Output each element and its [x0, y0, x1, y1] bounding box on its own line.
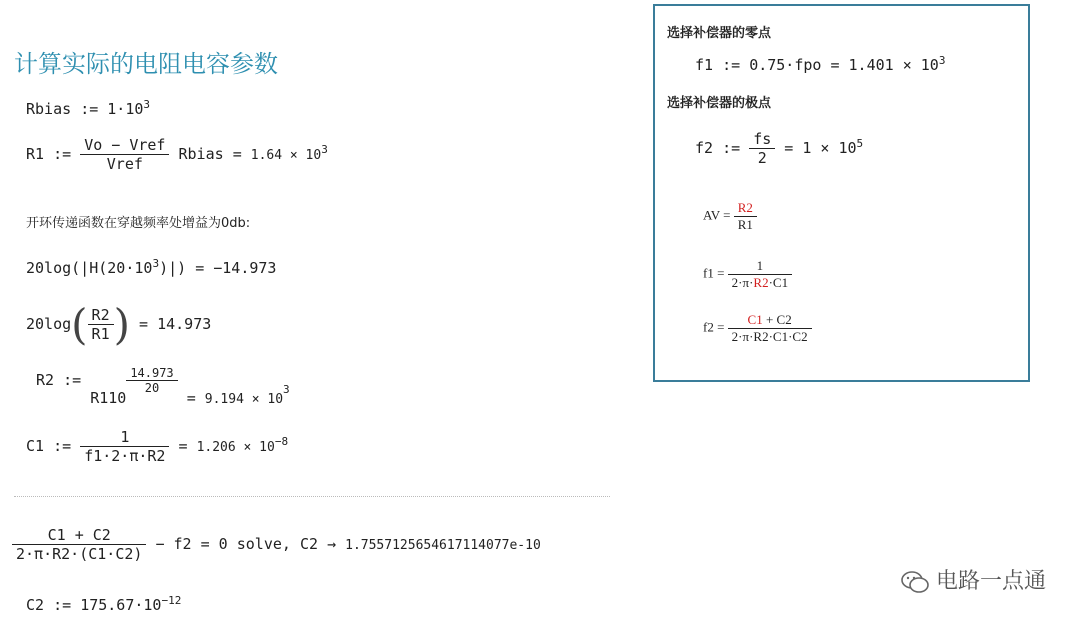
- f1f-den-a: 2·π·: [731, 275, 754, 290]
- eq-c1: [26, 428, 288, 465]
- rbias-op: :=: [80, 100, 99, 118]
- c1-eq: =: [178, 437, 188, 455]
- r2-exp-den: 20: [144, 381, 160, 395]
- av-denominator: R1: [737, 217, 753, 232]
- f1f-lhs: f1 =: [703, 265, 725, 281]
- compensator-panel: [653, 4, 1030, 382]
- eq-solve-c2: [12, 526, 541, 563]
- solve-numerator: C1 + C2: [12, 526, 146, 545]
- r2-lhs: R2: [36, 371, 55, 389]
- watermark: [900, 564, 1046, 595]
- eq-f1-formula: [703, 258, 792, 291]
- r2-exponent-fraction: [126, 366, 177, 395]
- c1-lhs: C1: [26, 437, 45, 455]
- eq-rbias: [26, 98, 150, 118]
- logr-fraction: [88, 306, 114, 343]
- f2-result: 1 × 10: [802, 139, 857, 157]
- f1-eq: =: [830, 56, 840, 74]
- rbias-exp: 3: [143, 98, 151, 111]
- h-result: −14.973: [213, 259, 277, 277]
- eq-log-ratio: [26, 300, 211, 349]
- page-title: 计算实际的电阻电容参数: [14, 50, 278, 78]
- r1-op: :=: [53, 145, 72, 163]
- f2f-denominator: 2·π·R2·C1·C2: [731, 329, 808, 344]
- watermark-text: 电路一点通: [935, 569, 1046, 594]
- h-close: ): [159, 259, 169, 277]
- f1-rhs: 0.75·fpo: [749, 56, 822, 74]
- logr-denominator: R1: [91, 325, 110, 343]
- av-fraction: [734, 200, 757, 233]
- f2f-lhs: f2 =: [703, 319, 725, 335]
- f1f-denominator: [728, 275, 792, 291]
- c1-result: 1.206 × 10: [196, 440, 275, 455]
- r2-op: :=: [63, 371, 82, 389]
- r1-denominator: Vref: [106, 155, 143, 173]
- f2-fraction: [749, 130, 775, 167]
- f1f-fraction: [728, 258, 792, 291]
- c1-denominator: f1·2·π·R2: [84, 447, 166, 465]
- r1-exp: 3: [321, 143, 328, 156]
- section-divider: [14, 496, 610, 497]
- wechat-icon: [900, 570, 930, 594]
- r2-eq: =: [186, 389, 196, 407]
- solve-denominator: 2·π·R2·(C1·C2): [16, 545, 143, 563]
- f1f-den-red: R2: [753, 275, 769, 290]
- solve-rest: − f2 = 0 solve, C2: [155, 535, 319, 553]
- eq-gain-h: $20\log(|H(20\cdot 10^3)|) = -14.973$: [26, 257, 277, 277]
- c1-numerator: 1: [80, 428, 169, 447]
- eq-f2-formula: [703, 312, 812, 345]
- eq-c2: [26, 594, 181, 614]
- f2-numerator: fs: [749, 130, 775, 149]
- f2-exp: 5: [856, 137, 864, 150]
- c1-exp: −8: [274, 435, 289, 448]
- h-inner: H(20·10: [89, 259, 153, 277]
- f1f-den-b: ·C1: [768, 275, 789, 290]
- f2-denominator: 2: [757, 149, 767, 167]
- rbias-rhs: 1·10: [107, 100, 144, 118]
- c2-op: :=: [53, 596, 72, 614]
- eq-f2: [695, 130, 863, 167]
- solve-arrow: →: [327, 535, 337, 553]
- h-eq: =: [195, 259, 205, 277]
- av-lhs: AV =: [703, 207, 731, 223]
- zero-heading: 选择补偿器的零点: [667, 26, 772, 41]
- f2-op: :=: [722, 139, 741, 157]
- eq-r2: [36, 366, 290, 407]
- av-numerator: R2: [734, 200, 757, 217]
- r2-exp: 3: [283, 383, 290, 396]
- solve-result: 1.7557125654617114077e-10: [345, 538, 541, 553]
- r1-numerator: Vo − Vref: [80, 136, 169, 155]
- eq-av: [703, 200, 757, 233]
- r1-fraction: [80, 136, 169, 173]
- r2-exp-num: 14.973: [126, 366, 177, 381]
- r2-base: R110: [90, 389, 127, 407]
- logr-lhs: 20log: [26, 315, 72, 333]
- c1-fraction: [80, 428, 169, 465]
- f1-lhs: f1: [695, 56, 714, 74]
- logr-result: 14.973: [157, 315, 212, 333]
- solve-fraction: [12, 526, 146, 563]
- logr-eq: =: [139, 315, 149, 333]
- left-paren: (: [71, 300, 88, 349]
- c1-op: :=: [53, 437, 72, 455]
- f1f-numerator: 1: [728, 258, 792, 275]
- f2f-num-b: + C2: [762, 312, 792, 327]
- eq-r1: [26, 136, 328, 173]
- r2-result: 9.194 × 10: [204, 392, 284, 407]
- logr-numerator: R2: [88, 306, 114, 325]
- r1-result: 1.64 × 10: [250, 148, 322, 163]
- c2-exp: −12: [161, 594, 182, 607]
- c2-rhs: 175.67·10: [80, 596, 162, 614]
- f1-result: 1.401 × 10: [848, 56, 939, 74]
- pole-heading: 选择补偿器的极点: [667, 96, 772, 111]
- f2f-numerator: [728, 312, 812, 329]
- f2-lhs: f2: [695, 139, 714, 157]
- f1-exp: 3: [938, 54, 946, 67]
- h-lhs: 20log: [26, 259, 72, 277]
- h-exp: 3: [152, 257, 160, 270]
- f2f-fraction: [728, 312, 812, 345]
- f1-op: :=: [722, 56, 741, 74]
- f2-eq: =: [784, 139, 794, 157]
- r1-mult: Rbias: [178, 145, 224, 163]
- f2f-num-red: C1: [747, 312, 763, 327]
- openloop-note: 开环传递函数在穿越频率处增益为0db:: [26, 216, 251, 231]
- eq-f1: [695, 54, 945, 74]
- r1-lhs: R1: [26, 145, 45, 163]
- c2-lhs: C2: [26, 596, 45, 614]
- right-paren: ): [113, 300, 130, 349]
- r1-eq: =: [232, 145, 242, 163]
- rbias-lhs: Rbias: [26, 100, 72, 118]
